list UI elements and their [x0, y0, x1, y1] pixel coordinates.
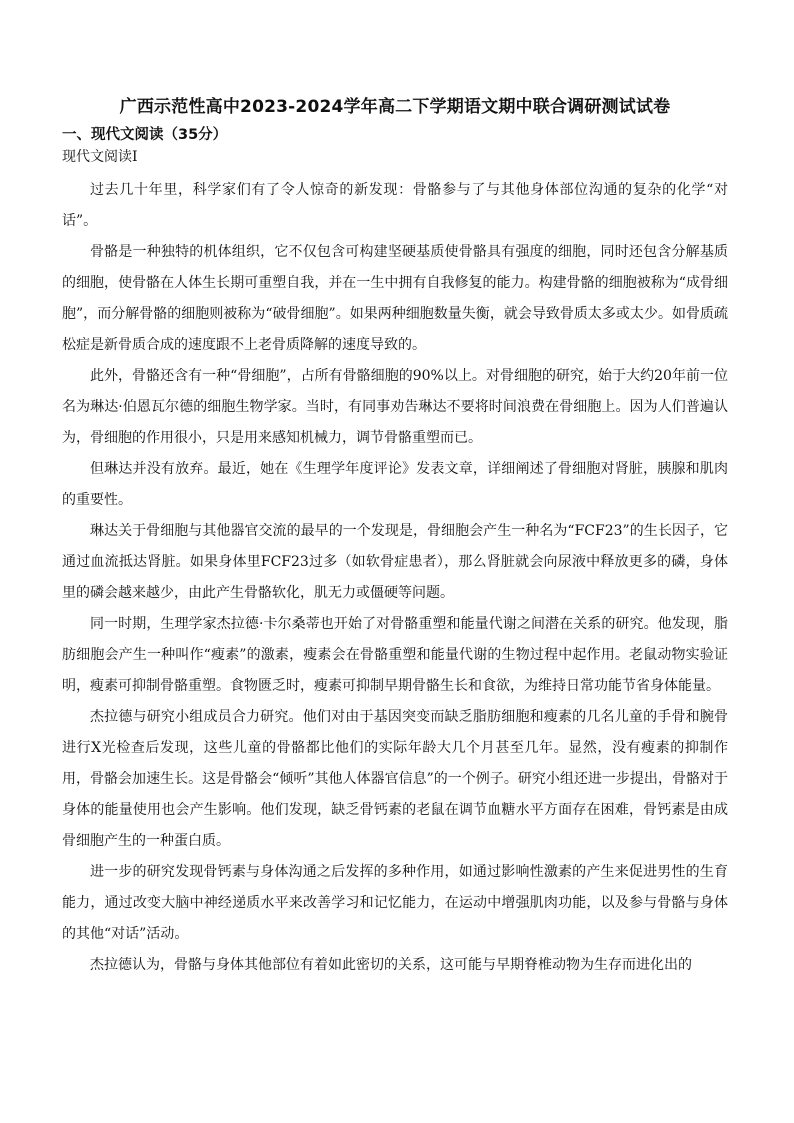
reading-subheading: 现代文阅读Ⅰ — [62, 149, 138, 165]
paragraph: 杰拉德认为，骨骼与身体其他部位有着如此密切的关系，这可能与早期脊椎动物为生存而进化出的 — [90, 957, 692, 973]
paragraph: 琳达关于骨细胞与其他器官交流的最早的一个发现是，骨细胞会产生一种名为“FCF23”的生长因子，它通过血流抵达肾脏。如果身体里FCF23过多（如软骨症患者），那么肾脏就会向尿液中释放更多的磷，身体里的磷会越来越少，由此产生骨骼软化，肌无力或僵硬等问题。 — [62, 523, 728, 601]
paragraph: 过去几十年里，科学家们有了令人惊奇的新发现：骨骼参与了与其他身体部位沟通的复杂的化学“对话”。 — [62, 182, 728, 229]
paragraph: 杰拉德与研究小组成员合力研究。他们对由于基因突变而缺乏脂肪细胞和瘦素的几名儿童的手骨和腕骨进行X光检查后发现，这些儿童的骨骼都比他们的实际年龄大几个月甚至几年。显然，没有瘦素的抑制作用，骨骼会加速生长。这是骨骼会“倾听”其他人体器官信息”的一个例子。研究小组还进一步提出，骨骼对于身体的能量使用也会产生影响。他们发现，缺乏骨钙素的老鼠在调节血糖水平方面存在困难，骨钙素是由成骨细胞产生的一种蛋白质。 — [62, 709, 728, 849]
paragraph: 此外，骨骼还含有一种“骨细胞”，占所有骨骼细胞的90%以上。对骨细胞的研究，始于大约20年前一位名为琳达·伯恩瓦尔德的细胞生物学家。当时，有同事劝告琳达不要将时间浪费在骨细胞上。因为人们普遍认为，骨细胞的作用很小，只是用来感知机械力，调节骨骼重塑而已。 — [62, 368, 728, 446]
exam-title: 广西示范性高中2023-2024学年高二下学期语文期中联合调研测试试卷 — [119, 97, 671, 117]
paragraph: 骨骼是一种独特的机体组织，它不仅包含可构建坚硬基质使骨骼具有强度的细胞，同时还包含分解基质的细胞，使骨骼在人体生长期可重塑自我，并在一生中拥有自我修复的能力。构建骨骼的细胞被称为“成骨细胞”，而分解骨骼的细胞则被称为“破骨细胞”。如果两种细胞数量失衡，就会导致骨质太多或太少。如骨质疏松症是新骨质合成的速度跟不上老骨质降解的速度导致的。 — [62, 244, 728, 353]
document-page — [62, 94, 728, 981]
paragraph: 进一步的研究发现骨钙素与身体沟通之后发挥的多种作用，如通过影响性激素的产生来促进男性的生育能力，通过改变大脑中神经递质水平来改善学习和记忆能力，在运动中增强肌肉功能，以及参与骨骼与身体的其他“对话”活动。 — [62, 864, 728, 942]
paragraph: 但琳达并没有放弃。最近，她在《生理学年度评论》发表文章，详细阐述了骨细胞对肾脏，胰腺和肌肉的重要性。 — [62, 461, 728, 508]
paragraph: 同一时期，生理学家杰拉德·卡尔桑蒂也开始了对骨骼重塑和能量代谢之间潜在关系的研究。他发现，脂肪细胞会产生一种叫作“瘦素”的激素，瘦素会在骨骼重塑和能量代谢的生物过程中起作用。老鼠动物实验证明，瘦素可抑制骨骼重塑。食物匮乏时，瘦素可抑制早期骨骼生长和食欲，为维持日常功能节省身体能量。 — [62, 616, 728, 694]
section-heading: 一、现代文阅读（35分） — [62, 127, 228, 143]
